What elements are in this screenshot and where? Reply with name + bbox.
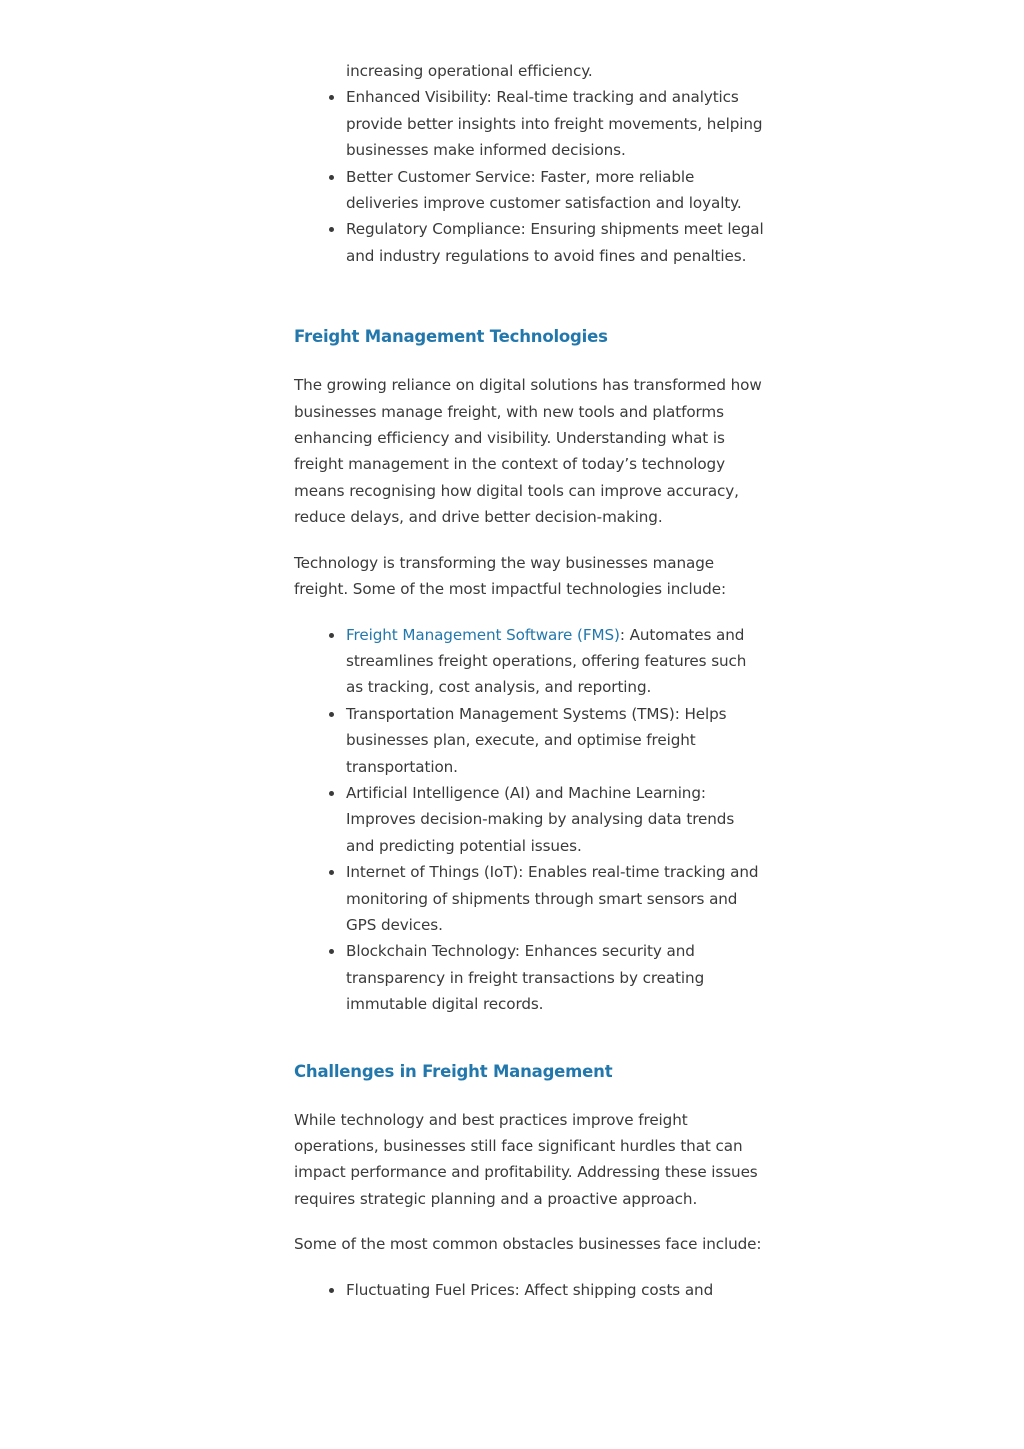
- paragraph: While technology and best practices improve freight operations, businesses still face significant hurdles that can impact performance and profitability. Addressing these issues requires strategic planning and a proactive approach.: [294, 1110, 758, 1208]
- list-item: Enhanced Visibility: Real-time tracking and analytics provide better insights into freight movements, helping businesses make informed decisions.: [346, 84, 764, 163]
- list-item-text: : Automates and streamlines freight operations, offering features such as tracking, cost analysis, and reporting.: [346, 625, 747, 697]
- list-item: Blockchain Technology: Enhances security and transparency in freight transactions by creating immutable digital records.: [346, 938, 764, 1017]
- list-item: Better Customer Service: Faster, more reliable deliveries improve customer satisfaction and loyalty.: [346, 164, 764, 217]
- list-item: Artificial Intelligence (AI) and Machine Learning: Improves decision-making by analysing data trends and predicting potential issues.: [346, 780, 764, 859]
- challenges-list: [294, 1277, 764, 1303]
- paragraph: The growing reliance on digital solutions has transformed how businesses manage freight, with new tools and platforms enhancing efficiency and visibility. Understanding what is freight management in the context of today’s technology means recognising how digital tools can improve accuracy, reduce delays, and drive better decision-making.: [294, 376, 762, 527]
- section-heading-challenges: Challenges in Freight Management: [294, 1061, 613, 1081]
- paragraph: Technology is transforming the way businesses manage freight. Some of the most impactful technologies include:: [294, 553, 726, 599]
- article-body: [294, 58, 764, 1303]
- list-item: Fluctuating Fuel Prices: Affect shipping costs and: [346, 1277, 764, 1303]
- technologies-list: [294, 622, 764, 1018]
- list-item: Internet of Things (IoT): Enables real-time tracking and monitoring of shipments through smart sensors and GPS devices.: [346, 859, 764, 938]
- list-item: Transportation Management Systems (TMS): Helps businesses plan, execute, and optimise freight transportation.: [346, 701, 764, 780]
- list-item: [346, 622, 764, 701]
- section-heading-technologies: Freight Management Technologies: [294, 327, 608, 347]
- list-item: increasing operational efficiency.: [346, 62, 593, 80]
- fms-link[interactable]: Freight Management Software (FMS): [346, 625, 620, 644]
- paragraph: Some of the most common obstacles businesses face include:: [294, 1235, 762, 1254]
- list-item: Regulatory Compliance: Ensuring shipments meet legal and industry regulations to avoid fines and penalties.: [346, 216, 764, 269]
- benefits-list: [294, 58, 764, 269]
